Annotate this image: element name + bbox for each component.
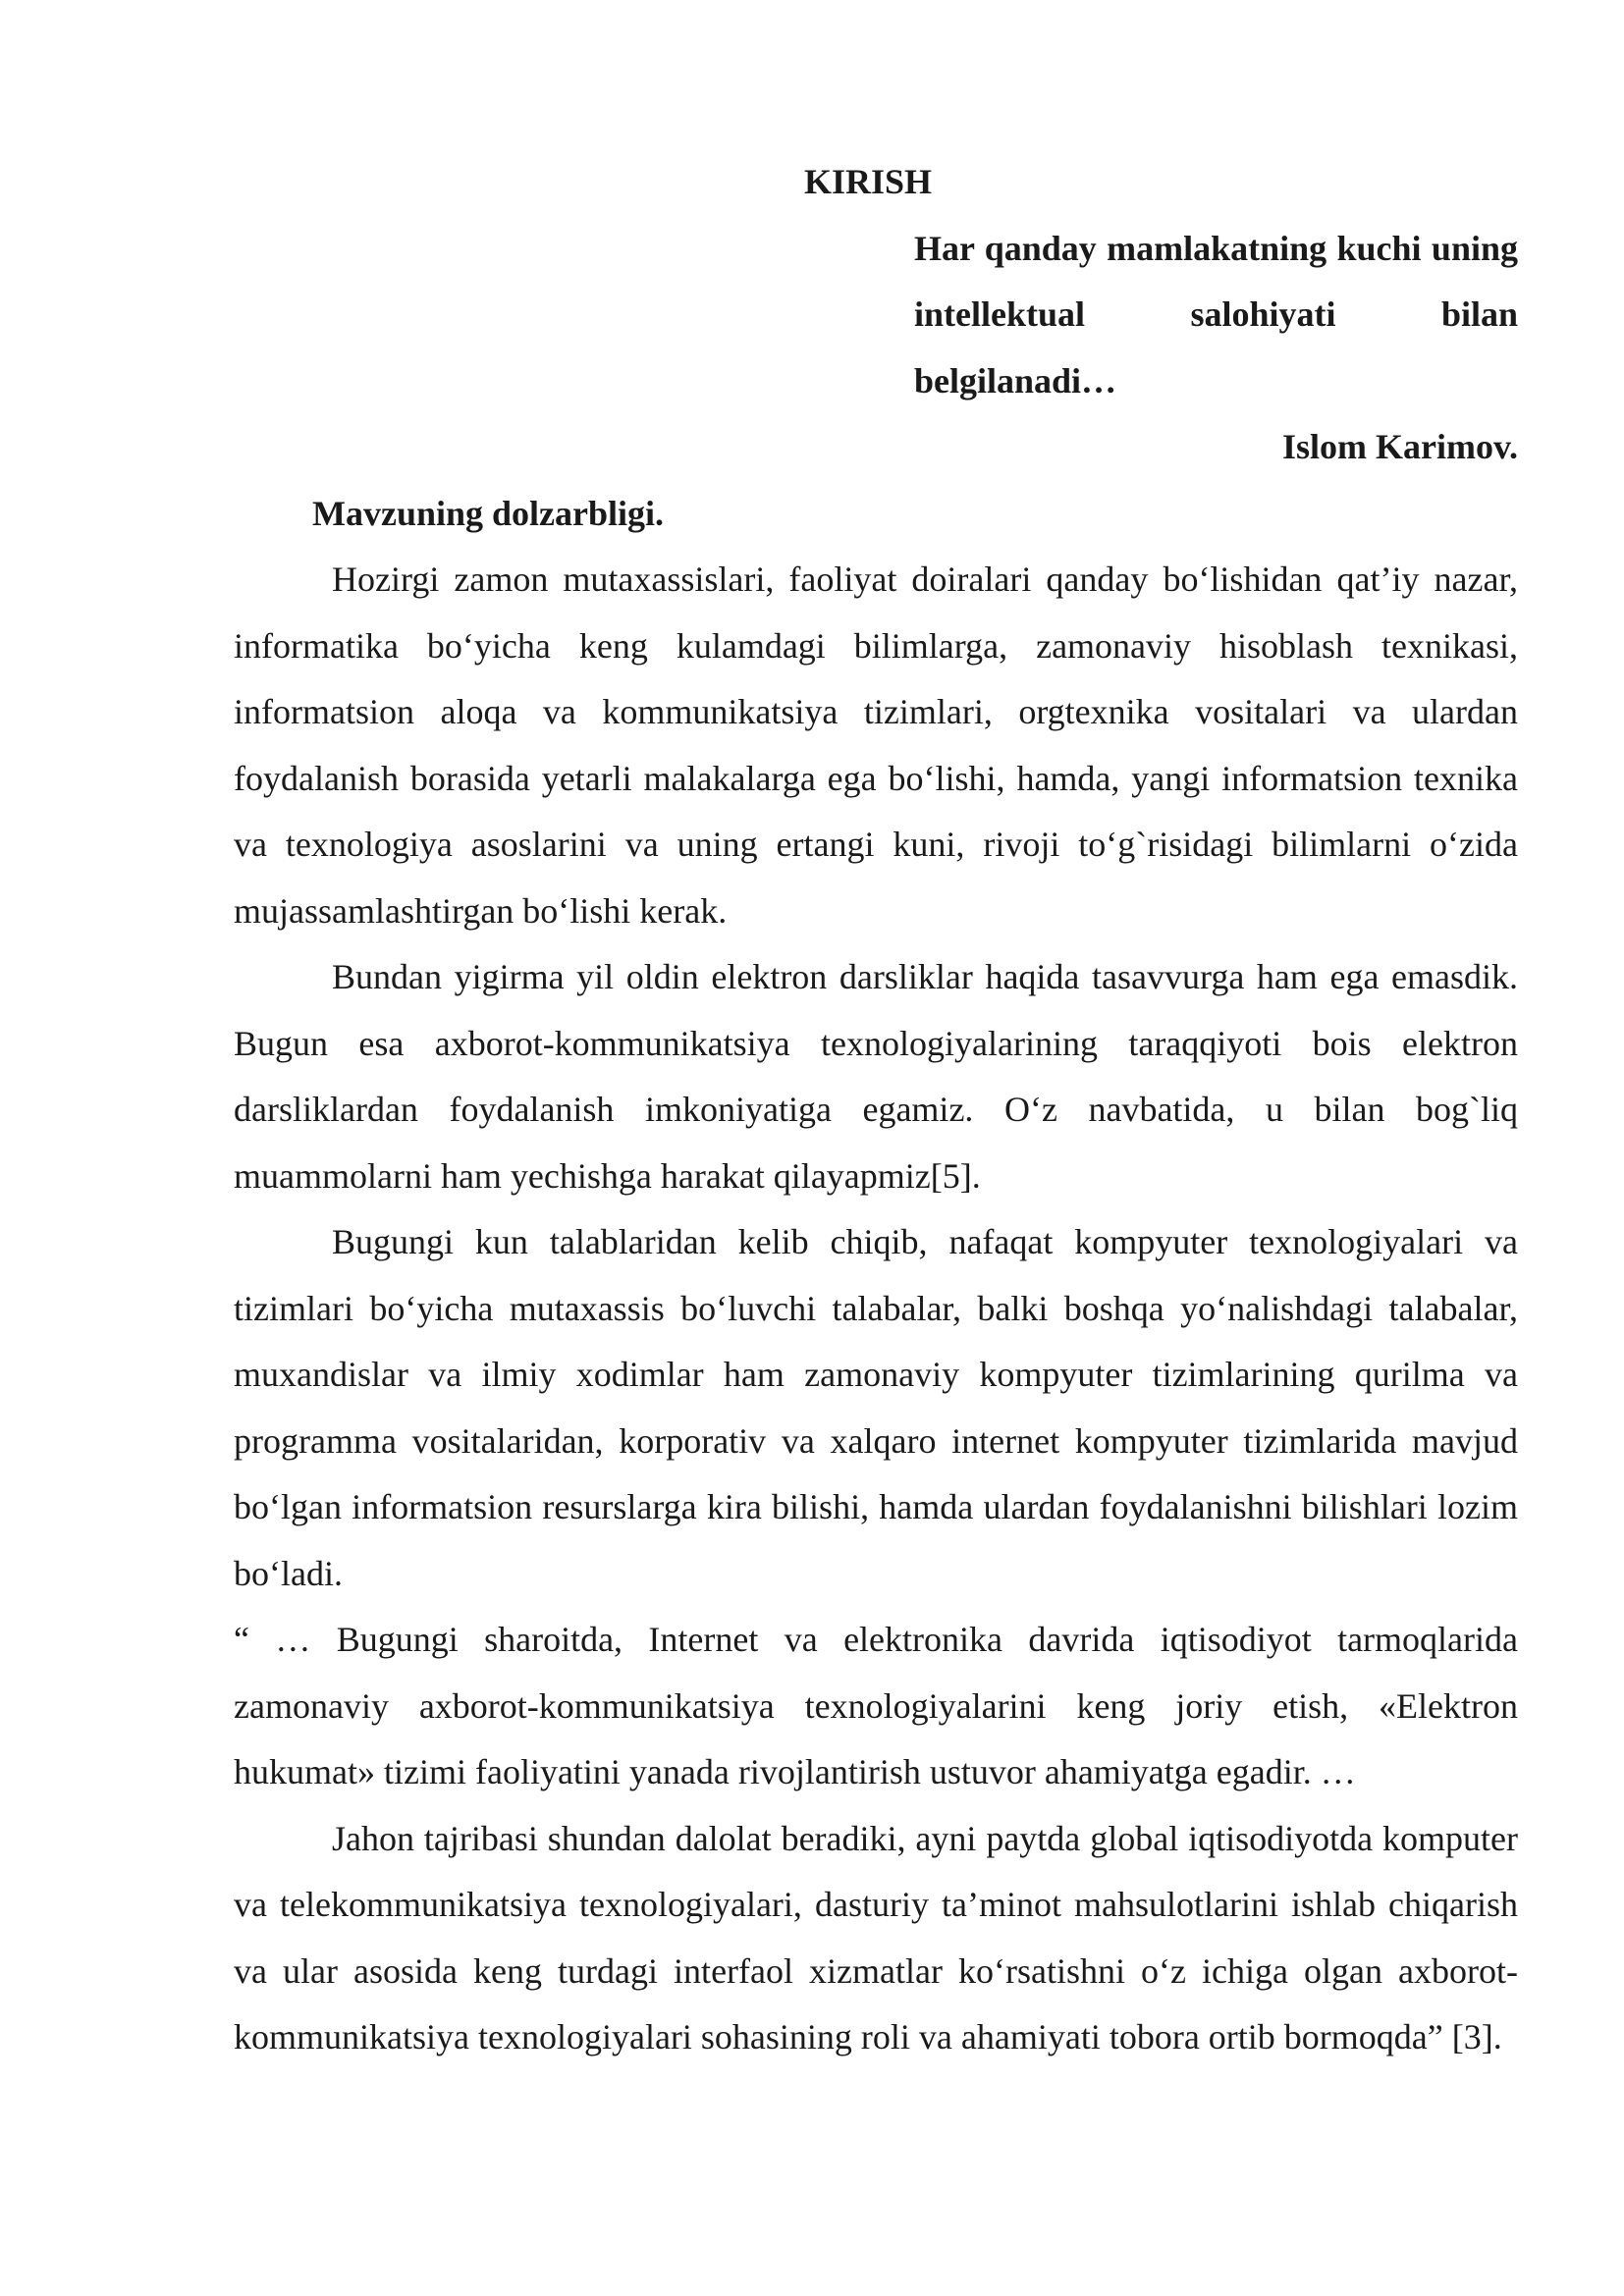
paragraph-1: Hozirgi zamon mutaxassislari, faoliyat doiralari qanday bo‘lishidan qat’iy nazar, informatika bo‘yicha keng kulamdagi bilimlarga, zamonaviy hisoblash texnikasi, informatsion aloqa va kommunikatsiya tizimlari, orgtexnika vositalari va ulardan foydalanish borasida yetarli malakalarga ega bo‘lishi, hamda, yangi informatsion texnika va texnologiya asoslarini va uning ertangi kuni, rivoji to‘g`risidagi bilimlarni o‘zida mujassamlashtirgan bo‘lishi kerak. <box>234 560 1518 931</box>
epigraph-text: Har qanday mamlakatning kuchi uning intellektual salohiyati bilan belgilanadi… <box>914 228 1518 400</box>
epigraph-author: Islom Karimov. <box>1282 427 1518 466</box>
page-title: KIRISH <box>804 162 933 201</box>
quote-paragraph: “ … Bugungi sharoitda, Internet va elektronika davrida iqtisodiyot tarmoqlarida zamonaviy axborot-kommunikatsiya texnologiyalarini keng joriy etish, «Elektron hukumat» tizimi faoliyatini yanada rivojlantirish ustuvor ahamiyatga egadir. … <box>234 1620 1518 1791</box>
paragraph-2: Bundan yigirma yil oldin elektron darsliklar haqida tasavvurga ham ega emasdik. Bugun esa axborot-kommunikatsiya texnologiyalarining taraqqiyoti bois elektron darsliklardan foydalanish imkoniyatiga egamiz. O‘z navbatida, u bilan bog`liq muammolarni ham yechishga harakat qilayapmiz[5]. <box>234 957 1518 1196</box>
paragraph-3: Bugungi kun talablaridan kelib chiqib, nafaqat kompyuter texnologiyalari va tizimlari bo‘yicha mutaxassis bo‘luvchi talabalar, balki boshqa yo‘nalishdagi talabalar, muxandislar va ilmiy xodimlar ham zamonaviy kompyuter tizimlarining qurilma va programma vositalaridan, korporativ va xalqaro internet kompyuter tizimlarida mavjud bo‘lgan informatsion resurslarga kira bilishi, hamda ulardan foydalanishni bilishlari lozim bo‘ladi. <box>234 1222 1518 1593</box>
section-title: Mavzuning dolzarbligi. <box>312 493 665 533</box>
document-page <box>234 149 1518 2071</box>
paragraph-5: Jahon tajribasi shundan dalolat beradiki, ayni paytda global iqtisodiyotda komputer va telekommunikatsiya texnologiyalari, dasturiy ta’minot mahsulotlarini ishlab chiqarish va ular asosida keng turdagi interfaol xizmatlar ko‘rsatishni o‘z ichiga olgan axborot-kommunikatsiya texnologiyalari sohasining roli va ahamiyati tobora ortib bormoqda” [3]. <box>234 1818 1518 2056</box>
